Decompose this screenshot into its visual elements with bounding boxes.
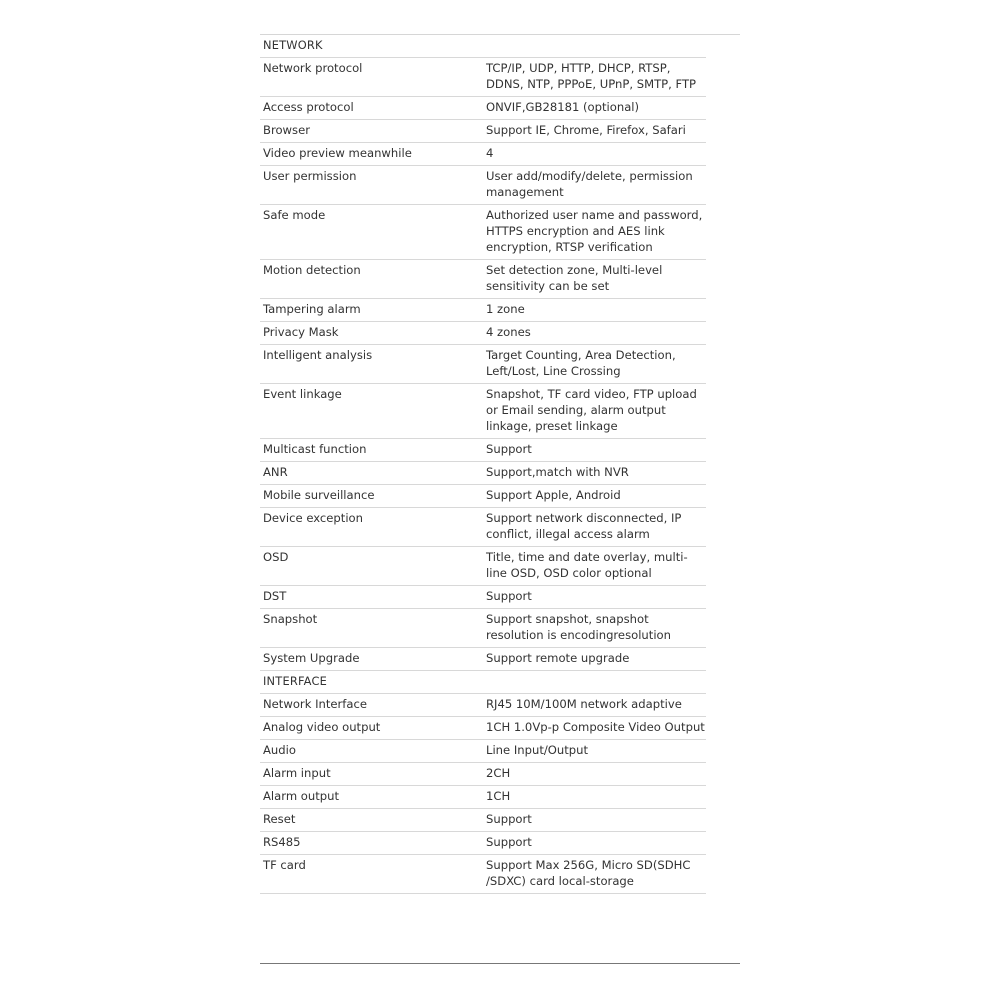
spec-label: Network Interface [260, 694, 483, 717]
spec-value: 1 zone [483, 299, 706, 322]
spec-row [260, 485, 706, 508]
spec-value: RJ45 10M/100M network adaptive [483, 694, 706, 717]
spec-value: Support [483, 586, 706, 609]
spec-table-body [260, 35, 706, 894]
spec-label: Network protocol [260, 58, 483, 97]
spec-value: Set detection zone, Multi-level sensitivity can be set [483, 260, 706, 299]
spec-value: Authorized user name and password, HTTPS encryption and AES link encryption, RTSP verification [483, 205, 706, 260]
section-header-row [260, 671, 706, 694]
spec-label: OSD [260, 547, 483, 586]
spec-row [260, 143, 706, 166]
spec-row [260, 384, 706, 439]
bottom-divider [260, 963, 740, 964]
spec-table [260, 35, 706, 894]
spec-label: Alarm output [260, 786, 483, 809]
spec-label: Reset [260, 809, 483, 832]
spec-label: Snapshot [260, 609, 483, 648]
spec-value: 4 zones [483, 322, 706, 345]
spec-row [260, 694, 706, 717]
spec-row [260, 717, 706, 740]
spec-row [260, 609, 706, 648]
spec-value: 4 [483, 143, 706, 166]
spec-label: Mobile surveillance [260, 485, 483, 508]
spec-value: Support Max 256G, Micro SD(SDHC /SDXC) card local-storage [483, 855, 706, 894]
spec-value: Line Input/Output [483, 740, 706, 763]
spec-value: 2CH [483, 763, 706, 786]
spec-row [260, 855, 706, 894]
spec-row [260, 260, 706, 299]
spec-value: Support network disconnected, IP conflict, illegal access alarm [483, 508, 706, 547]
section-header-row [260, 35, 706, 58]
spec-value: TCP/IP, UDP, HTTP, DHCP, RTSP, DDNS, NTP, PPPoE, UPnP, SMTP, FTP [483, 58, 706, 97]
spec-label: Analog video output [260, 717, 483, 740]
spec-row [260, 166, 706, 205]
spec-value: Snapshot, TF card video, FTP upload or Email sending, alarm output linkage, preset linkage [483, 384, 706, 439]
spec-label: Video preview meanwhile [260, 143, 483, 166]
spec-label: System Upgrade [260, 648, 483, 671]
spec-value: Support IE, Chrome, Firefox, Safari [483, 120, 706, 143]
spec-value: 1CH 1.0Vp-p Composite Video Output [483, 717, 706, 740]
section-title: INTERFACE [260, 671, 706, 694]
spec-value: Support [483, 809, 706, 832]
section-title: NETWORK [260, 35, 706, 58]
spec-row [260, 120, 706, 143]
spec-label: TF card [260, 855, 483, 894]
spec-value: ONVIF,GB28181 (optional) [483, 97, 706, 120]
spec-row [260, 322, 706, 345]
spec-value: 1CH [483, 786, 706, 809]
spec-row [260, 763, 706, 786]
spec-value: Support remote upgrade [483, 648, 706, 671]
spec-label: Device exception [260, 508, 483, 547]
spec-value: Support,match with NVR [483, 462, 706, 485]
spec-row [260, 508, 706, 547]
spec-label: Intelligent analysis [260, 345, 483, 384]
spec-label: Alarm input [260, 763, 483, 786]
spec-label: Motion detection [260, 260, 483, 299]
spec-label: Access protocol [260, 97, 483, 120]
spec-row [260, 586, 706, 609]
spec-row [260, 740, 706, 763]
spec-label: Multicast function [260, 439, 483, 462]
spec-row [260, 809, 706, 832]
spec-value: Support snapshot, snapshot resolution is encodingresolution [483, 609, 706, 648]
spec-label: Privacy Mask [260, 322, 483, 345]
spec-value: Support Apple, Android [483, 485, 706, 508]
spec-row [260, 345, 706, 384]
spec-row [260, 299, 706, 322]
spec-label: Audio [260, 740, 483, 763]
spec-label: Event linkage [260, 384, 483, 439]
spec-value: Title, time and date overlay, multi-line OSD, OSD color optional [483, 547, 706, 586]
spec-value: Support [483, 832, 706, 855]
spec-label: Tampering alarm [260, 299, 483, 322]
spec-row [260, 205, 706, 260]
spec-row [260, 648, 706, 671]
spec-label: DST [260, 586, 483, 609]
spec-row [260, 832, 706, 855]
spec-row [260, 58, 706, 97]
spec-row [260, 462, 706, 485]
spec-value: User add/modify/delete, permission management [483, 166, 706, 205]
spec-value: Target Counting, Area Detection, Left/Lost, Line Crossing [483, 345, 706, 384]
spec-label: RS485 [260, 832, 483, 855]
spec-label: Browser [260, 120, 483, 143]
spec-value: Support [483, 439, 706, 462]
spec-label: User permission [260, 166, 483, 205]
spec-row [260, 439, 706, 462]
spec-row [260, 97, 706, 120]
spec-row [260, 547, 706, 586]
spec-row [260, 786, 706, 809]
spec-label: Safe mode [260, 205, 483, 260]
spec-label: ANR [260, 462, 483, 485]
